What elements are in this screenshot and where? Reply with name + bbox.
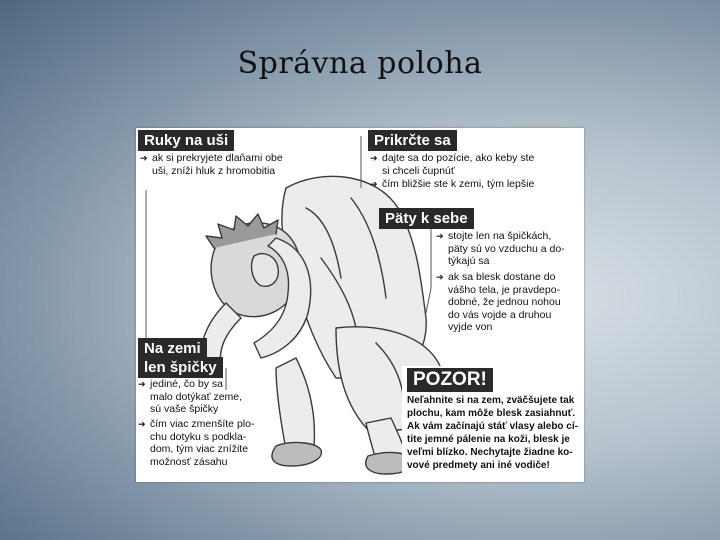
bullet-prikrcte-1: ➔ dajte sa do pozície, ako keby ste si chceli čupnúť bbox=[370, 152, 582, 177]
label-pozor: POZOR! bbox=[407, 368, 493, 392]
label-na-zemi: Na zemi bbox=[138, 338, 207, 359]
bullet-ruky-1: ➔ ak si prekryjete dlaňami obe uši, zníži hluk z hromobitia bbox=[140, 152, 322, 177]
bullet-paty-1: ➔ stojte len na špičkách, päty sú vo vzduchu a do- týkajú sa bbox=[436, 230, 584, 268]
slide-title: Správna poloha bbox=[237, 46, 483, 81]
bullet-zemi-1: ➔ jediné, čo by sa malo dotýkať zeme, sú vaše špičky bbox=[138, 378, 275, 416]
bullet-paty-2: ➔ ak sa blesk dostane do vášho tela, je pravdepo- dobné, že jednou nohou do vás vojde a druhou vyjde von bbox=[436, 271, 584, 334]
safety-poster bbox=[136, 128, 584, 482]
label-prikrcte-sa: Prikrčte sa bbox=[368, 130, 457, 151]
label-len-spicky: len špičky bbox=[138, 357, 223, 378]
label-paty-k-sebe: Päty k sebe bbox=[379, 208, 474, 229]
bullet-zemi-2: ➔ čím viac zmenšíte plo- chu dotyku s podkla- dom, tým viac znížite možnosť zásahu bbox=[138, 418, 275, 468]
label-ruky-na-usi: Ruky na uši bbox=[138, 130, 234, 151]
pozor-text: Neľahnite si na zem, zväčšujete tak plochu, kam môže blesk zasiahnuť. Ak vám začínajú stáť vlasy alebo cí- tite jemné pálenie na koži, blesk je veľmi blízko. Nechytajte žiadne ko- vové predmety ani iné vodiče! bbox=[407, 395, 578, 471]
bullet-prikrcte-2: ➔ čím bližšie ste k zemi, tým lepšie bbox=[370, 178, 584, 191]
